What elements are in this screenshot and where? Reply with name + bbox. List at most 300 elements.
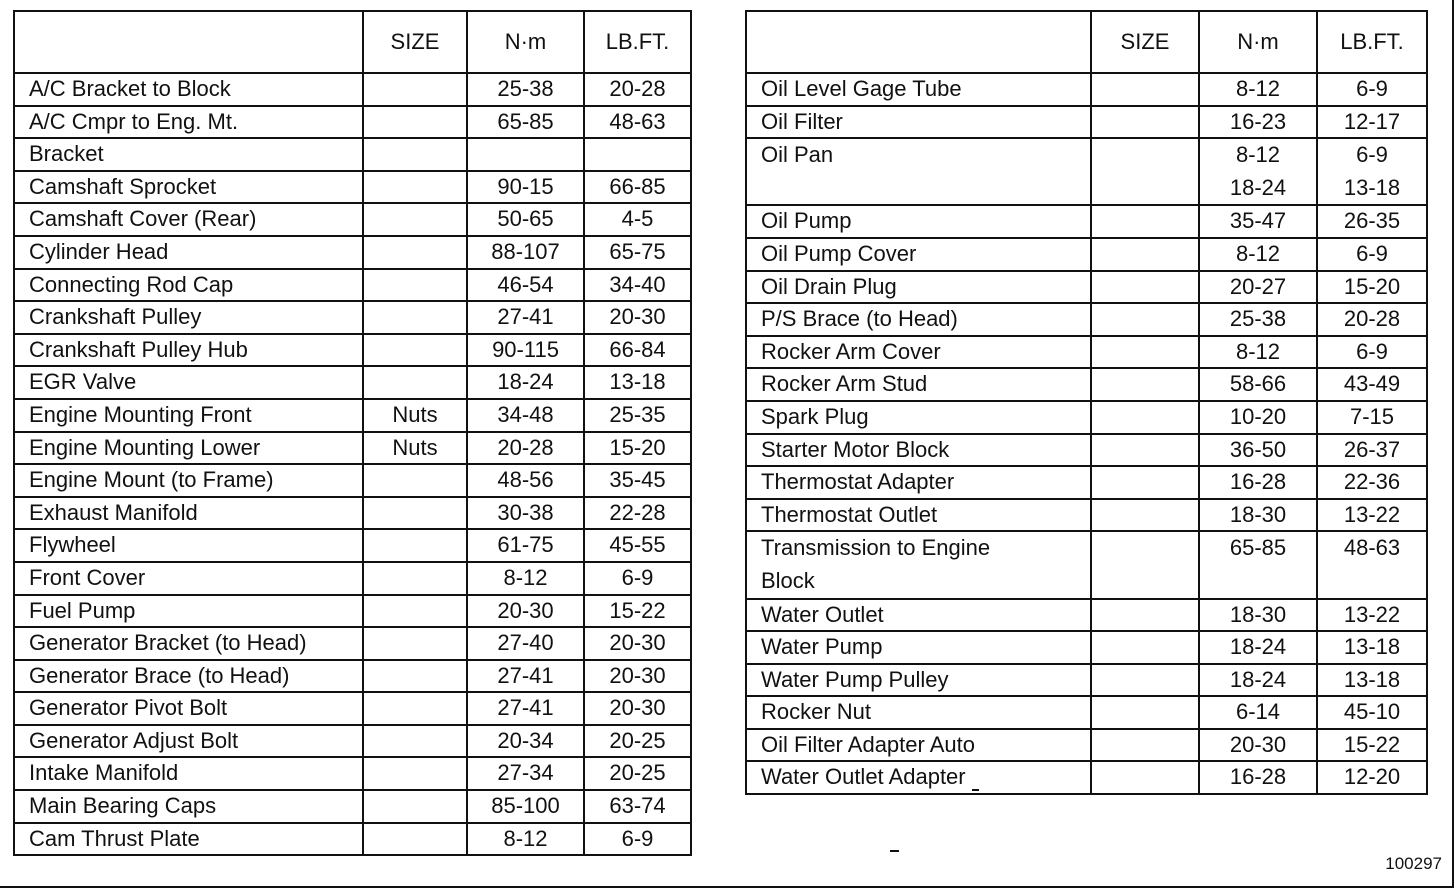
component-cell-text: Flywheel [29, 532, 116, 558]
right-rows [746, 73, 1427, 794]
nm-cell-text: 16-23 [1229, 108, 1287, 134]
lbft-cell [1317, 696, 1427, 729]
lbft-cell [584, 627, 691, 660]
lbft-cell [584, 171, 691, 204]
nm-cell-text: 10-20 [1229, 403, 1287, 429]
nm-cell [467, 627, 584, 660]
lbft-cell [584, 399, 691, 432]
component-cell [14, 73, 363, 106]
nm-cell-text: 8-12 [1235, 76, 1281, 101]
nm-cell [467, 236, 584, 269]
component-cell-text: Water Pump [761, 634, 883, 660]
component-cell-text: Rocker Arm Stud [761, 371, 928, 397]
component-cell [746, 434, 1091, 467]
component-cell [14, 334, 363, 367]
component-cell [746, 664, 1091, 697]
nm-cell [1199, 729, 1317, 762]
component-cell-text: Oil Drain Plug [761, 273, 897, 299]
lbft-cell-text: 6-9 [1356, 76, 1388, 101]
nm-cell-text: 58-66 [1229, 371, 1287, 397]
component-cell [746, 238, 1091, 271]
nm-cell [1199, 401, 1317, 434]
lbft-cell [584, 106, 691, 139]
size-cell [363, 725, 467, 758]
table-row [746, 106, 1427, 139]
table-row [746, 499, 1427, 532]
nm-cell-text: 61-75 [497, 532, 554, 558]
component-cell-text: Spark Plug [761, 403, 869, 429]
component-cell-text: Generator Bracket (to Head) [29, 630, 307, 656]
lbft-cell-text: 34-40 [609, 271, 666, 297]
nm-cell-text: 16-28 [1229, 764, 1287, 790]
lbft-cell-text: 25-35 [609, 401, 666, 427]
component-cell-text: Exhaust Manifold [29, 499, 198, 525]
nm-cell [467, 106, 584, 139]
component-cell [746, 205, 1091, 238]
component-cell [14, 138, 363, 171]
nm-cell-text: 46-54 [497, 271, 554, 297]
nm-cell-text: 85-100 [491, 793, 560, 819]
torque-table-right [745, 10, 1428, 795]
nm-cell-text: 90-15 [497, 173, 554, 199]
lbft-cell [1317, 73, 1427, 106]
component-cell-text: A/C Bracket to Block [29, 76, 231, 101]
lbft-cell [1317, 106, 1427, 139]
table-row [14, 269, 691, 302]
table-row [14, 106, 691, 139]
table-row [746, 336, 1427, 369]
lbft-cell [1317, 238, 1427, 271]
table-row [14, 725, 691, 758]
lbft-cell [1317, 368, 1427, 401]
size-cell [363, 823, 467, 856]
component-cell [14, 595, 363, 628]
nm-cell-text: 8-12 [1235, 338, 1281, 364]
nm-cell-text: 20-30 [497, 597, 554, 623]
nm-cell [467, 138, 584, 171]
component-cell-text: Cylinder Head [29, 238, 169, 264]
size-cell [1091, 271, 1199, 304]
table-row [746, 238, 1427, 271]
nm-cell [467, 692, 584, 725]
header-row [746, 11, 1427, 73]
component-cell-text: Transmission to Engine [761, 535, 991, 561]
component-cell-text: Water Pump Pulley [761, 666, 949, 692]
lbft-cell-text: 20-30 [609, 630, 666, 656]
lbft-cell-text: 45-10 [1343, 699, 1401, 725]
nm-cell [467, 757, 584, 790]
lbft-cell [1317, 401, 1427, 434]
lbft-cell-text: 13-18 [1343, 174, 1401, 200]
nm-cell-text: 18-30 [1229, 501, 1287, 527]
component-cell [14, 203, 363, 236]
lbft-cell-text: 20-25 [609, 727, 666, 753]
size-cell: Nuts [363, 432, 467, 465]
size-cell [363, 464, 467, 497]
component-cell-text: Connecting Rod Cap [29, 271, 234, 297]
component-cell [746, 466, 1091, 499]
nm-cell [1199, 434, 1317, 467]
table-row [14, 203, 691, 236]
component-cell-text: Front Cover [29, 564, 146, 590]
print-mark [890, 850, 899, 852]
table-row [14, 692, 691, 725]
header-row [14, 11, 691, 73]
lbft-cell-text: 7-15 [1349, 403, 1395, 429]
component-cell-text: Engine Mounting Front [29, 401, 252, 427]
table-row [746, 466, 1427, 499]
component-cell-text: Thermostat Outlet [761, 501, 938, 527]
header-component [746, 11, 1091, 73]
nm-cell-text: 34-48 [497, 401, 554, 427]
component-cell-text: Starter Motor Block [761, 436, 950, 462]
nm-cell [1199, 205, 1317, 238]
component-cell [14, 301, 363, 334]
nm-cell [1199, 631, 1317, 664]
component-cell-text: Oil Level Gage Tube [761, 76, 962, 101]
size-cell [1091, 238, 1199, 271]
lbft-cell-text: 20-25 [609, 760, 666, 786]
lbft-cell-text: 20-28 [609, 76, 666, 101]
nm-cell [467, 595, 584, 628]
component-cell [746, 271, 1091, 304]
component-cell-text: Camshaft Sprocket [29, 173, 217, 199]
lbft-cell-text: 6-9 [621, 564, 654, 590]
component-cell-text: Fuel Pump [29, 597, 136, 623]
lbft-cell [1317, 599, 1427, 632]
component-cell [14, 790, 363, 823]
size-cell [1091, 531, 1199, 598]
torque-table-left [13, 10, 692, 856]
size-cell [1091, 761, 1199, 794]
table-row [14, 432, 691, 465]
lbft-cell [1317, 466, 1427, 499]
component-cell-text: Water Outlet [761, 601, 884, 627]
nm-cell-text: 16-28 [1229, 469, 1287, 495]
table-row [14, 627, 691, 660]
component-cell-text: Water Outlet Adapter [761, 764, 966, 790]
component-cell [746, 73, 1091, 106]
lbft-cell [1317, 499, 1427, 532]
component-cell [14, 399, 363, 432]
size-cell [363, 366, 467, 399]
table-row [746, 599, 1427, 632]
component-cell [14, 432, 363, 465]
component-cell-text: Rocker Arm Cover [761, 338, 941, 364]
component-cell [746, 368, 1091, 401]
size-cell [363, 236, 467, 269]
size-cell [1091, 631, 1199, 664]
component-cell [14, 529, 363, 562]
component-cell [746, 599, 1091, 632]
lbft-cell-text: 15-22 [609, 597, 666, 623]
lbft-cell [584, 334, 691, 367]
lbft-cell [584, 595, 691, 628]
component-cell [14, 171, 363, 204]
table-row [746, 434, 1427, 467]
nm-cell-text: 8-12 [503, 564, 548, 590]
lbft-cell-text: 13-18 [1343, 634, 1401, 660]
lbft-cell-text: 15-20 [1343, 273, 1401, 299]
component-cell-text: Generator Brace (to Head) [29, 662, 290, 688]
table-row [14, 595, 691, 628]
size-cell [1091, 696, 1199, 729]
size-cell [363, 334, 467, 367]
size-cell [363, 627, 467, 660]
nm-cell [1199, 466, 1317, 499]
component-cell-text: Oil Filter [761, 108, 843, 134]
nm-cell-text: 27-41 [497, 304, 554, 330]
component-cell-text: P/S Brace (to Head) [761, 306, 958, 332]
nm-cell-text: 20-28 [497, 434, 554, 460]
table-row [746, 729, 1427, 762]
size-cell [363, 301, 467, 334]
nm-cell-text: 65-85 [497, 108, 554, 134]
lbft-cell-text: 66-85 [609, 173, 666, 199]
nm-cell [467, 432, 584, 465]
nm-cell-text: 35-47 [1229, 208, 1287, 234]
nm-cell-text: 50-65 [497, 206, 554, 232]
lbft-cell-text: 6-9 [621, 825, 654, 851]
table-row [746, 271, 1427, 304]
lbft-cell [584, 725, 691, 758]
component-cell-text: Rocker Nut [761, 699, 872, 725]
nm-cell-text: 48-56 [497, 467, 554, 493]
size-cell [1091, 336, 1199, 369]
size-cell [363, 138, 467, 171]
component-cell-text: Oil Pump [761, 208, 852, 234]
table-row [14, 757, 691, 790]
nm-cell [467, 334, 584, 367]
component-cell-text: Intake Manifold [29, 760, 179, 786]
component-cell-text: EGR Valve [29, 369, 137, 395]
lbft-cell-text: 6-9 [1356, 142, 1388, 168]
component-cell [14, 269, 363, 302]
nm-cell-text: 36-50 [1229, 436, 1287, 462]
lbft-cell [584, 497, 691, 530]
component-cell [746, 336, 1091, 369]
nm-cell-text: 18-24 [1229, 666, 1287, 692]
nm-cell [467, 790, 584, 823]
component-cell [746, 499, 1091, 532]
table-row [14, 301, 691, 334]
lbft-cell-text: 20-30 [609, 304, 666, 330]
table-row [14, 529, 691, 562]
header-lbft: LB.FT. [584, 11, 691, 73]
nm-cell-text: 27-41 [497, 662, 554, 688]
nm-cell [467, 497, 584, 530]
lbft-cell [584, 269, 691, 302]
nm-cell [1199, 73, 1317, 106]
nm-cell-text: 18-24 [497, 369, 554, 395]
size-cell [1091, 138, 1199, 205]
nm-cell [467, 562, 584, 595]
size-cell [363, 497, 467, 530]
lbft-cell [1317, 138, 1427, 205]
component-cell [746, 761, 1091, 794]
nm-cell [1199, 761, 1317, 794]
lbft-cell [584, 138, 691, 171]
component-cell-text: Crankshaft Pulley Hub [29, 336, 248, 362]
size-cell [1091, 401, 1199, 434]
lbft-cell [1317, 205, 1427, 238]
nm-cell [1199, 599, 1317, 632]
lbft-cell [1317, 631, 1427, 664]
lbft-cell-text: 12-20 [1343, 764, 1401, 790]
component-cell-text: Engine Mount (to Frame) [29, 467, 274, 493]
nm-cell-text: 8-12 [503, 825, 548, 851]
component-cell [14, 106, 363, 139]
size-cell [1091, 434, 1199, 467]
nm-cell-text: 88-107 [491, 238, 560, 264]
lbft-cell [584, 236, 691, 269]
table-row [14, 660, 691, 693]
header-size: SIZE [1091, 11, 1199, 73]
component-cell-text: Engine Mounting Lower [29, 434, 261, 460]
nm-cell [1199, 106, 1317, 139]
size-cell [363, 73, 467, 106]
component-cell-text: Crankshaft Pulley [29, 304, 202, 330]
component-cell [14, 692, 363, 725]
nm-cell-text: 25-38 [1229, 306, 1287, 332]
lbft-cell-text: 13-22 [1343, 501, 1401, 527]
nm-cell-text: 65-85 [1229, 535, 1287, 561]
lbft-cell-text: 13-18 [1343, 666, 1401, 692]
component-cell [746, 106, 1091, 139]
component-cell-text: A/C Cmpr to Eng. Mt. [29, 108, 239, 134]
component-cell [14, 823, 363, 856]
component-cell [746, 696, 1091, 729]
size-cell [1091, 466, 1199, 499]
component-cell-text: Thermostat Adapter [761, 469, 955, 495]
header-nm: N·m [467, 11, 584, 73]
nm-cell-text: 18-24 [1229, 174, 1287, 200]
size-cell [363, 171, 467, 204]
left-rows [14, 73, 691, 855]
component-cell-text: Cam Thrust Plate [29, 825, 200, 851]
component-cell [14, 497, 363, 530]
nm-cell-text: 6-14 [1235, 699, 1281, 725]
lbft-cell [1317, 336, 1427, 369]
nm-cell-text: 27-40 [497, 630, 554, 656]
size-cell [363, 692, 467, 725]
lbft-cell-text: 66-84 [609, 336, 666, 362]
lbft-cell [584, 562, 691, 595]
lbft-cell [584, 692, 691, 725]
table-row [14, 236, 691, 269]
nm-cell [1199, 303, 1317, 336]
size-cell [363, 562, 467, 595]
size-cell [1091, 499, 1199, 532]
size-cell [363, 106, 467, 139]
size-cell [1091, 664, 1199, 697]
nm-cell-text: 8-12 [1235, 240, 1281, 266]
size-cell [1091, 599, 1199, 632]
component-cell [14, 660, 363, 693]
lbft-cell-text: 48-63 [609, 108, 666, 134]
lbft-cell-text: 20-28 [1343, 306, 1401, 332]
component-cell [746, 401, 1091, 434]
lbft-cell-text: 26-37 [1343, 436, 1401, 462]
size-cell: Nuts [363, 399, 467, 432]
lbft-cell [584, 660, 691, 693]
component-cell-text: Oil Pump Cover [761, 240, 917, 266]
table-row [14, 73, 691, 106]
lbft-cell [1317, 434, 1427, 467]
lbft-cell-text: 6-9 [1356, 338, 1388, 364]
nm-cell [467, 464, 584, 497]
nm-cell [467, 73, 584, 106]
nm-cell-text: 18-24 [1229, 634, 1287, 660]
lbft-cell-text: 65-75 [609, 238, 666, 264]
table-row [746, 303, 1427, 336]
nm-cell [1199, 336, 1317, 369]
component-cell-text: Oil Pan [761, 142, 834, 168]
lbft-cell [584, 757, 691, 790]
nm-cell-text: 90-115 [492, 336, 559, 362]
size-cell [363, 790, 467, 823]
component-cell [746, 729, 1091, 762]
lbft-cell-text: 20-30 [609, 695, 666, 721]
component-cell [14, 464, 363, 497]
component-cell [746, 631, 1091, 664]
table-row [746, 401, 1427, 434]
table-row [14, 823, 691, 856]
component-cell [14, 236, 363, 269]
size-cell [1091, 303, 1199, 336]
nm-cell-text: 30-38 [497, 499, 554, 525]
lbft-cell-text: 12-17 [1343, 108, 1401, 134]
nm-cell [467, 171, 584, 204]
size-cell [1091, 73, 1199, 106]
component-cell [746, 303, 1091, 336]
table-row [746, 138, 1427, 205]
nm-cell-text: 20-27 [1229, 273, 1287, 299]
nm-cell-text: 20-30 [1229, 731, 1287, 757]
component-cell-text: Main Bearing Caps [29, 793, 217, 819]
lbft-cell-text: 48-63 [1343, 535, 1401, 561]
lbft-cell-text: 13-22 [1343, 601, 1401, 627]
nm-cell-text: 20-34 [497, 727, 554, 753]
lbft-cell-text: 15-20 [609, 434, 666, 460]
size-cell [363, 203, 467, 236]
component-cell-text: Generator Pivot Bolt [29, 695, 228, 721]
nm-cell [467, 269, 584, 302]
lbft-cell-text: 20-30 [609, 662, 666, 688]
size-cell [363, 595, 467, 628]
table-row [746, 761, 1427, 794]
table-row [746, 696, 1427, 729]
lbft-cell [584, 366, 691, 399]
lbft-cell-text: 35-45 [609, 467, 666, 493]
nm-cell [1199, 238, 1317, 271]
nm-cell-text: 27-41 [497, 695, 554, 721]
lbft-cell [1317, 664, 1427, 697]
component-cell-text: Block [761, 567, 815, 593]
lbft-cell-text: 4-5 [621, 206, 654, 232]
lbft-cell-text: 13-18 [609, 369, 666, 395]
table-row [14, 464, 691, 497]
nm-cell [1199, 531, 1317, 598]
lbft-cell-text: 43-49 [1343, 371, 1401, 397]
nm-cell [1199, 696, 1317, 729]
nm-cell-text: 8-12 [1235, 142, 1281, 168]
lbft-cell-text: 6-9 [1356, 240, 1388, 266]
header-nm: N·m [1199, 11, 1317, 73]
table-row [14, 138, 691, 171]
lbft-cell [584, 301, 691, 334]
nm-cell [467, 399, 584, 432]
